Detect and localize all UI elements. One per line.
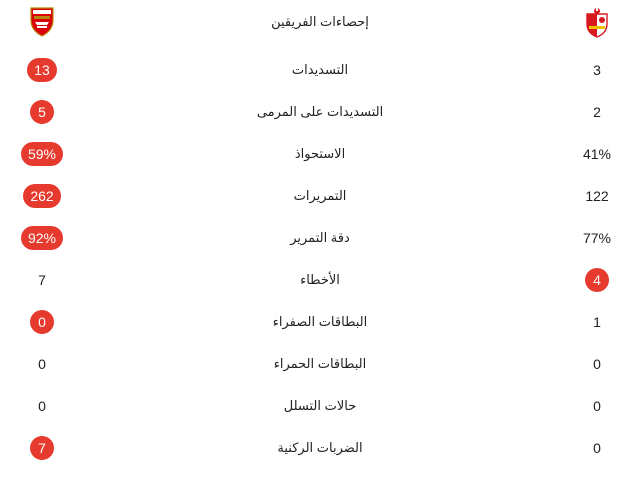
stat-row-passes <box>0 180 640 212</box>
stat-label: دقة التمرير <box>290 230 350 245</box>
home-stat-value: 59% <box>21 142 63 166</box>
away-team-crest <box>567 6 627 38</box>
stat-label: التمريرات <box>293 188 347 203</box>
stat-label: الأخطاء <box>300 272 340 287</box>
stat-row-fouls <box>0 264 640 296</box>
arsenal-crest-icon <box>28 6 56 38</box>
away-stat-value: 4 <box>585 268 609 292</box>
home-stat-value: 7 <box>30 436 54 460</box>
home-stat-value: 13 <box>27 58 57 82</box>
stat-label: الضربات الركنية <box>277 440 363 455</box>
stats-header-row <box>0 6 640 38</box>
stat-label: حالات التسلل <box>283 398 357 413</box>
home-stat-value: 5 <box>30 100 54 124</box>
stat-row-shots-on-target <box>0 96 640 128</box>
away-stat-value: 122 <box>585 188 609 204</box>
away-stat-value: 41% <box>582 146 612 162</box>
home-stat-value: 92% <box>21 226 63 250</box>
away-stat-value: 0 <box>593 398 601 414</box>
home-stat-value: 262 <box>23 184 60 208</box>
away-stat-value: 2 <box>593 104 601 120</box>
home-team-crest <box>12 6 72 38</box>
stat-label: التسديدات على المرمى <box>256 104 384 119</box>
stat-row-red-cards <box>0 348 640 380</box>
away-stat-value: 3 <box>593 62 601 78</box>
southampton-crest-icon <box>583 6 611 38</box>
away-stat-value: 0 <box>593 440 601 456</box>
home-stat-value: 0 <box>38 398 46 414</box>
stat-row-pass-accuracy <box>0 222 640 254</box>
stat-label: البطاقات الصفراء <box>272 314 368 329</box>
stat-row-corners <box>0 432 640 464</box>
stat-row-yellow-cards <box>0 306 640 338</box>
home-stat-value: 0 <box>38 356 46 372</box>
home-stat-value: 0 <box>30 310 54 334</box>
stat-label: الاستحواذ <box>294 146 346 161</box>
stat-row-shots <box>0 54 640 86</box>
away-stat-value: 1 <box>593 314 601 330</box>
stat-label: التسديدات <box>291 62 349 77</box>
stat-label: البطاقات الحمراء <box>273 356 367 371</box>
home-stat-value: 7 <box>38 272 46 288</box>
away-stat-value: 77% <box>582 230 612 246</box>
stat-row-possession <box>0 138 640 170</box>
stat-row-offsides <box>0 390 640 422</box>
stats-title: إحصاءات الفريقين <box>271 14 369 29</box>
away-stat-value: 0 <box>593 356 601 372</box>
